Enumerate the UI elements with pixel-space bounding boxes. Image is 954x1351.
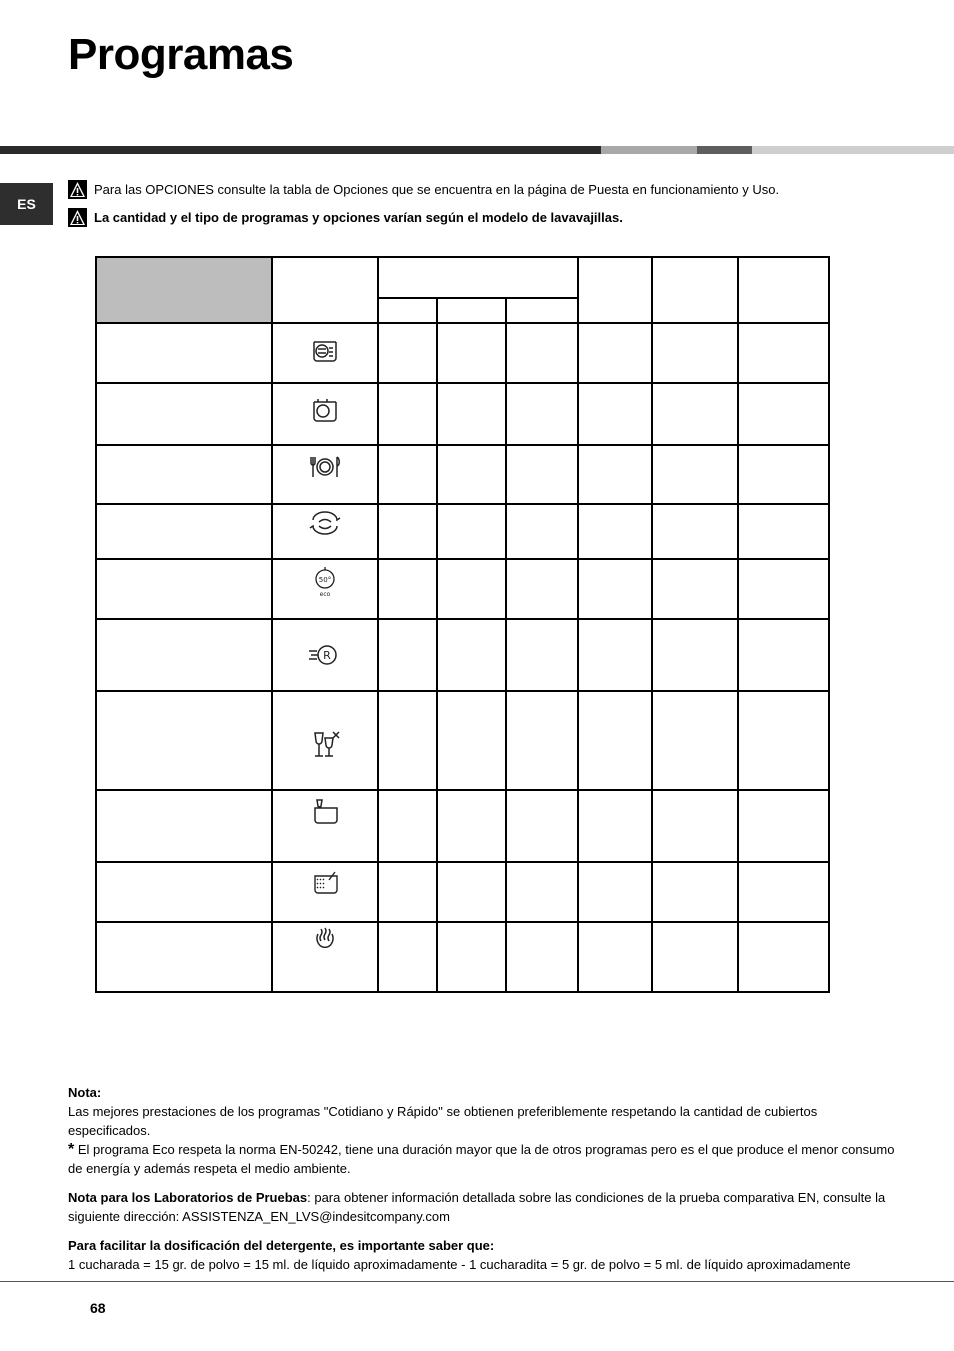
- table-row-line: [95, 503, 830, 505]
- warning-triangle-icon: [68, 208, 87, 227]
- table-border-left: [95, 256, 97, 993]
- header-band-dark: [0, 146, 601, 154]
- page-number: 68: [90, 1300, 106, 1316]
- svg-text:50°: 50°: [318, 576, 332, 584]
- labs-note-text: : para obtener información detallada sobre las condiciones de la prueba comparativa EN, consulte la siguiente dirección: ASSISTENZA_EN_LVS@indesitcompany.com: [68, 1190, 886, 1224]
- table-col-line: [651, 256, 653, 993]
- table-border-bottom: [95, 991, 830, 993]
- header-band-mid: [697, 146, 752, 154]
- table-col-line: [436, 298, 438, 993]
- heavy-wash-pot-icon: [305, 334, 345, 368]
- warning-triangle-icon: [68, 180, 87, 199]
- header-band-pale: [752, 146, 954, 154]
- nota-text: Las mejores prestaciones de los programas "Cotidiano y Rápido" se obtienen preferiblemente respetando la cantidad de cubiertos especificados.: [68, 1104, 818, 1138]
- svg-text:eco: eco: [319, 591, 331, 598]
- delicate-glasses-icon: [305, 728, 345, 762]
- table-header-shaded-cell: [95, 256, 272, 323]
- footer-rule: [0, 1281, 954, 1282]
- warning-text: Para las OPCIONES consulte la tabla de Opciones que se encuentra en la página de Puesta en funcionamiento y Uso.: [94, 182, 780, 197]
- table-row-line: [95, 618, 830, 620]
- eco-50-timer-icon: [305, 564, 345, 598]
- table-col-line: [505, 298, 507, 993]
- nota-label: Nota:: [68, 1085, 102, 1100]
- table-col-line: [577, 256, 579, 993]
- table-row-line: [95, 322, 830, 324]
- hygiene-steam-icon: [305, 924, 345, 958]
- notes-section: [68, 1083, 898, 1274]
- header-band-light: [601, 146, 697, 154]
- table-subheader-line: [377, 297, 578, 299]
- dosage-note-text: 1 cucharada = 15 gr. de polvo = 15 ml. de líquido aproximadamente - 1 cucharadita = 5 gr. de polvo = 5 ml. de líquido aproximadamente: [68, 1257, 851, 1272]
- labs-note-label: Nota para los Laboratorios de Pruebas: [68, 1190, 308, 1205]
- table-row-line: [95, 558, 830, 560]
- table-row-line: [95, 444, 830, 446]
- table-row-line: [95, 789, 830, 791]
- table-col-line: [271, 256, 273, 993]
- asterisk-mark: *: [68, 1141, 75, 1158]
- svg-text:R: R: [323, 649, 331, 662]
- language-tab: ES: [0, 183, 53, 225]
- warning-note-options: [68, 180, 779, 199]
- normal-wash-pot-icon: [305, 394, 345, 428]
- pre-wash-spray-icon: [305, 866, 345, 900]
- rapid-r-icon: [305, 638, 345, 672]
- table-col-line: [737, 256, 739, 993]
- table-row-line: [95, 690, 830, 692]
- page-title: Programas: [68, 30, 294, 79]
- warning-note-models: [68, 208, 623, 227]
- table-border-top: [95, 256, 830, 258]
- daily-plate-cutlery-icon: [305, 450, 345, 484]
- half-load-pot-icon: [305, 796, 345, 830]
- table-border-right: [828, 256, 830, 993]
- warning-text: La cantidad y el tipo de programas y opciones varían según el modelo de lavavajillas.: [94, 210, 623, 225]
- table-row-line: [95, 921, 830, 923]
- dosage-note-label: Para facilitar la dosificación del detergente, es importante saber que:: [68, 1238, 495, 1253]
- table-col-line: [377, 256, 379, 993]
- table-row-line: [95, 861, 830, 863]
- table-row-line: [95, 382, 830, 384]
- programs-table: [95, 256, 830, 993]
- eco-note-text: El programa Eco respeta la norma EN-50242, tiene una duración mayor que la de otros programas pero es el que produce el menor consumo de energía y además respeta el medio ambiente.: [68, 1142, 895, 1176]
- auto-wash-arrows-icon: [305, 506, 345, 540]
